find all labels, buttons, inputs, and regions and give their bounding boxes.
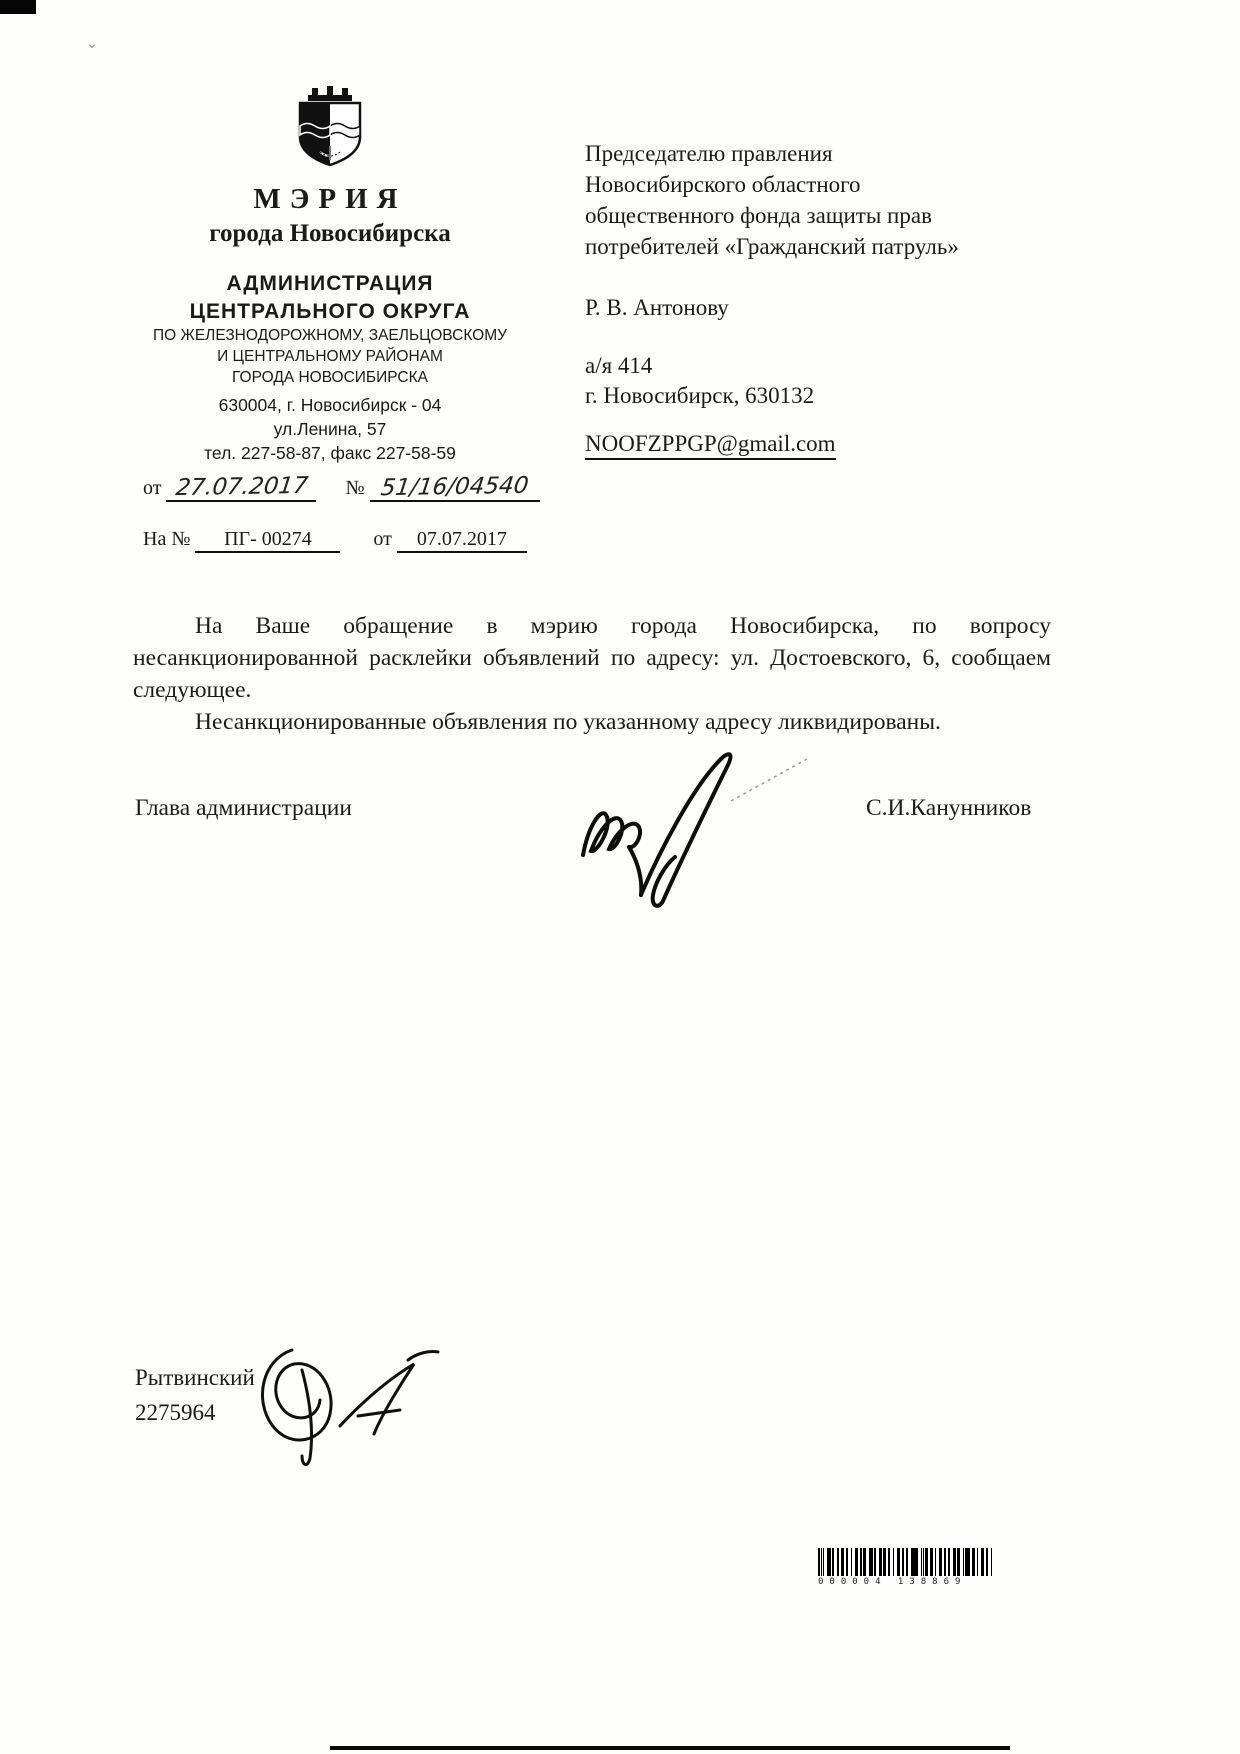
outgoing-reference-line [143, 474, 540, 502]
executor-phone: 2275964 [135, 1400, 216, 1425]
administration-line-1: АДМИНИСТРАЦИЯ [226, 272, 434, 295]
administration-line-2: ЦЕНТРАЛЬНОГО ОКРУГА [189, 300, 471, 323]
scan-artifact-bottom-line [330, 1746, 1010, 1750]
recipient-email: NOOFZPPGP@gmail.com [585, 431, 836, 460]
org-title: МЭРИЯ [253, 183, 407, 215]
ot2-label: от [373, 528, 392, 550]
number-label: № [345, 477, 365, 499]
outgoing-date-handwritten: 27.07.2017 [173, 472, 310, 502]
barcode-digits: 000004 138869 [818, 1577, 967, 1587]
body-paragraph-1: На Ваше обращение в мэрию города Новосибирска, по вопросу несанкционированной расклейки объявлений по адресу: ул. Достоевского, 6, сообщаем следующее. [133, 613, 1051, 703]
recipient-line-1: Председателю правления [585, 141, 833, 166]
incoming-reference-line [143, 528, 527, 553]
address-line-1: 630004, г. Новосибирск - 04 [218, 395, 442, 415]
recipient-line-4: потребителей «Гражданский патруль» [585, 234, 959, 259]
barcode [818, 1548, 994, 1587]
body-paragraph-2: Несанкционированные объявления по указанному адресу ликвидированы. [195, 709, 941, 735]
phone-line: тел. 227-58-87, факс 227-58-59 [204, 443, 456, 463]
letter-body [133, 610, 1051, 738]
recipient-po-box: а/я 414 [585, 353, 653, 378]
recipient-line-3: общественного фонда защиты прав [585, 203, 932, 228]
recipient-city: г. Новосибирск, 630132 [585, 383, 815, 408]
executor-name: Рытвинский [135, 1365, 255, 1390]
signer-title: Глава администрации [135, 795, 352, 821]
signer-name: С.И.Канунников [866, 795, 1032, 821]
scan-artifact-mark: ⌄ [86, 36, 98, 52]
recipient-line-2: Новосибирского областного [585, 172, 861, 197]
ot-label: от [143, 477, 162, 499]
address-line-2: ул.Ленина, 57 [273, 419, 387, 439]
head-signature [545, 745, 825, 920]
executor-signature [232, 1330, 462, 1475]
recipient-title [585, 138, 1017, 262]
org-city: города Новосибирска [209, 220, 451, 247]
recipient-block [585, 138, 1017, 460]
districts-line-3: ГОРОДА НОВОСИБИРСКА [232, 369, 428, 386]
na-label: На № [143, 528, 191, 550]
scan-artifact-corner [0, 0, 36, 14]
districts-line-2: И ЦЕНТРАЛЬНОМУ РАЙОНАМ [217, 348, 443, 365]
incoming-date-field: 07.07.2017 [397, 528, 527, 553]
barcode-bars [818, 1548, 994, 1576]
outgoing-number-field [370, 474, 540, 502]
novosibirsk-coat-of-arms-icon [282, 86, 378, 175]
districts-line-1: ПО ЖЕЛЕЗНОДОРОЖНОМУ, ЗАЕЛЬЦОВСКОМУ [153, 327, 507, 344]
outgoing-date-field [166, 474, 316, 502]
incoming-number-field: ПГ- 00274 [195, 528, 340, 553]
outgoing-number-handwritten: 51/16/04540 [379, 472, 530, 502]
letterhead-left-column [138, 86, 522, 464]
recipient-name: Р. В. Антонову [585, 295, 729, 320]
